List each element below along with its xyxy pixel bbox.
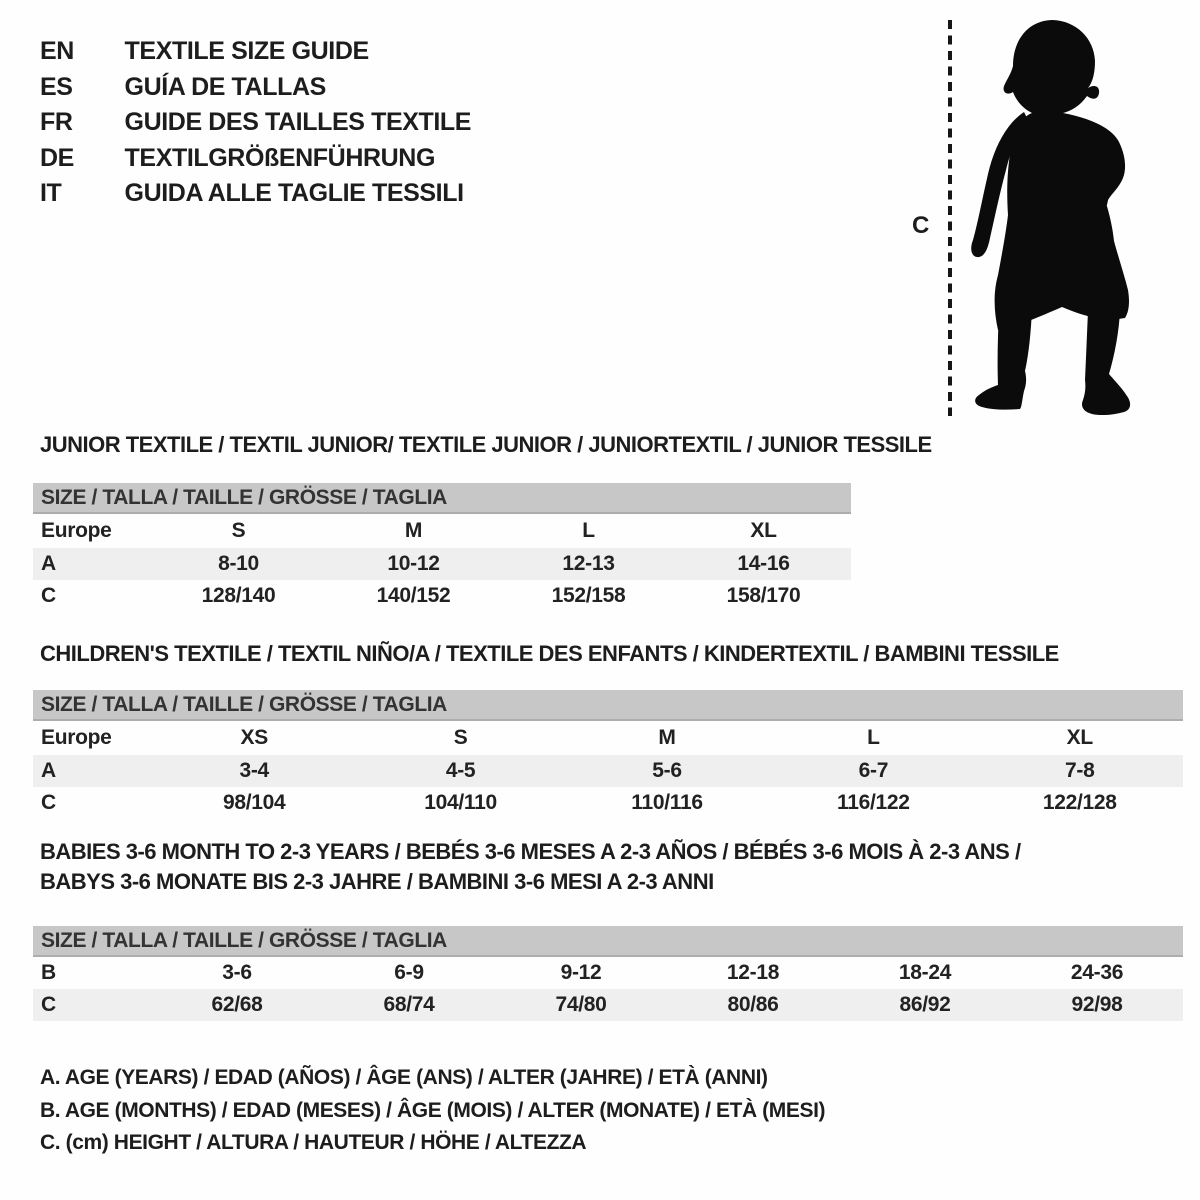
table-row [33, 787, 1183, 819]
lang-label: GUIDA ALLE TAGLIE TESSILI [124, 179, 464, 207]
lang-code: DE [40, 143, 74, 172]
lang-row-de [40, 141, 471, 177]
value-cell: 104/110 [424, 791, 497, 814]
value-cell: 98/104 [222, 791, 286, 814]
row-label-cell: A [41, 759, 56, 782]
lang-label: TEXTILGRÖßENFÜHRUNG [124, 143, 435, 172]
children-size-band: SIZE / TALLA / TAILLE / GRÖSSE / TAGLIA [33, 690, 1183, 721]
lang-label: TEXTILE SIZE GUIDE [124, 37, 369, 65]
value-cell: 68/74 [383, 993, 435, 1016]
value-cell: 8-10 [218, 552, 259, 575]
region-header-cell: Europe [41, 726, 112, 749]
value-cell: 6-9 [394, 961, 424, 984]
value-cell: 4-5 [445, 759, 476, 782]
table-row [33, 580, 851, 612]
table-row [33, 957, 1183, 989]
size-header-cell: S [231, 519, 246, 542]
junior-table-wrap [33, 483, 851, 612]
children-table-wrap [33, 690, 1183, 819]
region-header-cell: Europe [41, 519, 112, 542]
value-cell: 158/170 [726, 584, 801, 607]
value-cell: 110/116 [631, 791, 703, 814]
toddler-silhouette-icon [966, 16, 1142, 420]
babies-title-line-1: BABIES 3-6 MONTH TO 2-3 YEARS / BEBÉS 3-6 MESES A 2-3 AÑOS / BÉBÉS 3-6 MOIS À 2-3 ANS / [40, 839, 1021, 864]
lang-row-it [40, 176, 471, 212]
value-cell: 14-16 [737, 552, 790, 575]
height-measure-label: C [912, 212, 930, 239]
row-label-cell: C [41, 993, 56, 1016]
value-cell: 12-13 [562, 552, 615, 575]
value-cell: 128/140 [201, 584, 276, 607]
lang-row-fr [40, 105, 471, 141]
lang-code: IT [40, 179, 62, 207]
junior-size-table [33, 514, 851, 612]
value-cell: 62/68 [211, 993, 263, 1016]
value-cell: 80/86 [727, 993, 779, 1016]
value-cell: 122/128 [1042, 791, 1117, 814]
lang-code: ES [40, 72, 73, 101]
legend-line-b: B. AGE (MONTHS) / EDAD (MESES) / ÂGE (MOIS) / ALTER (MONATE) / ETÀ (MESI) [40, 1098, 826, 1122]
value-cell: 116/122 [837, 791, 910, 814]
size-header-cell: L [582, 519, 595, 542]
size-header-cell: M [404, 519, 423, 542]
size-header-cell: L [867, 726, 880, 749]
babies-title-line-2: BABYS 3-6 MONATE BIS 2-3 JAHRE / BAMBINI 3-6 MESI A 2-3 ANNI [40, 869, 714, 894]
junior-size-band: SIZE / TALLA / TAILLE / GRÖSSE / TAGLIA [33, 483, 851, 514]
value-cell: 7-8 [1065, 759, 1095, 782]
lang-row-es [40, 70, 471, 106]
value-cell: 140/152 [376, 584, 451, 607]
legend [40, 1062, 825, 1160]
value-cell: 74/80 [555, 993, 607, 1016]
table-row [33, 755, 1183, 787]
legend-line-a: A. AGE (YEARS) / EDAD (AÑOS) / ÂGE (ANS) / ALTER (JAHRE) / ETÀ (ANNI) [40, 1066, 768, 1089]
babies-size-table [33, 957, 1183, 1021]
children-size-table [33, 721, 1183, 819]
legend-line-c: C. (cm) HEIGHT / ALTURA / HAUTEUR / HÖHE / ALTEZZA [40, 1131, 587, 1154]
value-cell: 3-6 [222, 961, 252, 984]
row-label-cell: A [41, 552, 56, 575]
size-header-cell: XS [240, 726, 268, 749]
size-header-cell: XL [1066, 726, 1093, 749]
size-header-cell: XL [750, 519, 777, 542]
value-cell: 24-36 [1070, 961, 1124, 984]
lang-code: EN [40, 37, 74, 65]
babies-table-wrap [33, 926, 1183, 1021]
row-label-cell: C [41, 791, 56, 814]
value-cell: 3-4 [239, 759, 269, 782]
lang-label: GUÍA DE TALLAS [124, 72, 326, 101]
height-measure-dashed-line [948, 20, 952, 416]
column-header-row [33, 721, 1183, 755]
row-label-cell: B [41, 961, 56, 984]
lang-label: GUIDE DES TAILLES TEXTILE [124, 108, 472, 136]
value-cell: 10-12 [387, 552, 440, 575]
value-cell: 12-18 [726, 961, 780, 984]
babies-size-band: SIZE / TALLA / TAILLE / GRÖSSE / TAGLIA [33, 926, 1183, 957]
table-row [33, 989, 1183, 1021]
size-header-cell: S [453, 726, 468, 749]
value-cell: 86/92 [899, 993, 951, 1016]
lang-row-en [40, 34, 471, 70]
table-row [33, 548, 851, 580]
babies-section-title [40, 837, 1021, 897]
lang-code: FR [40, 108, 73, 136]
row-label-cell: C [41, 584, 56, 607]
language-title-list [40, 34, 471, 212]
value-cell: 92/98 [1071, 993, 1123, 1016]
children-section-title: CHILDREN'S TEXTILE / TEXTIL NIÑO/A / TEXTILE DES ENFANTS / KINDERTEXTIL / BAMBINI TESSILE [40, 641, 1059, 666]
value-cell: 6-7 [858, 759, 889, 782]
value-cell: 152/158 [551, 584, 626, 607]
value-cell: 9-12 [560, 961, 602, 984]
size-header-cell: M [658, 726, 676, 749]
junior-section-title: JUNIOR TEXTILE / TEXTIL JUNIOR/ TEXTILE JUNIOR / JUNIORTEXTIL / JUNIOR TESSILE [40, 432, 932, 457]
value-cell: 18-24 [898, 961, 952, 984]
column-header-row [33, 514, 851, 548]
value-cell: 5-6 [652, 759, 682, 782]
